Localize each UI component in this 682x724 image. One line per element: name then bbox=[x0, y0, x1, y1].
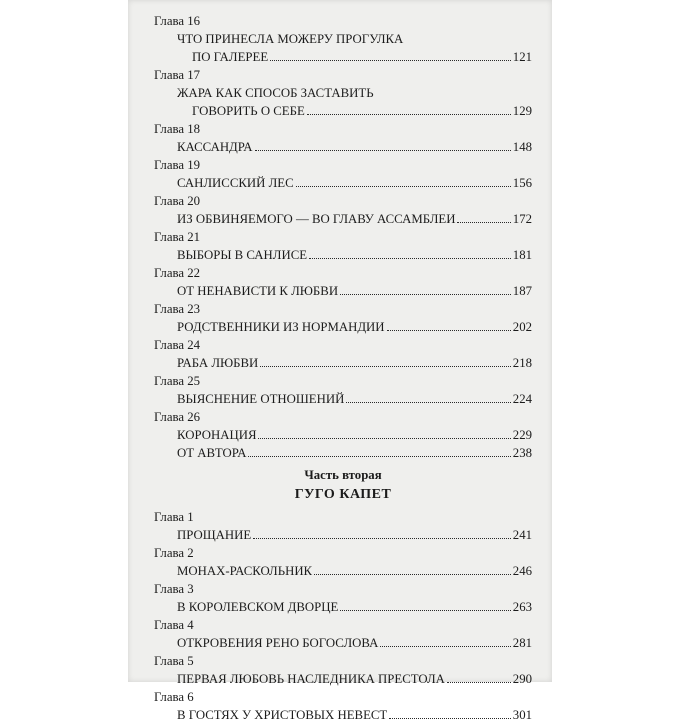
dot-leader bbox=[389, 718, 511, 719]
toc-entry bbox=[154, 372, 532, 408]
dot-leader bbox=[457, 222, 510, 223]
table-of-contents bbox=[154, 12, 532, 724]
chapter-title: ИЗ ОБВИНЯЕМОГО — ВО ГЛАВУ АССАМБЛЕИ bbox=[177, 212, 456, 226]
chapter-title: ЖАРА КАК СПОСОБ ЗАСТАВИТЬ bbox=[177, 86, 374, 100]
toc-entry bbox=[154, 408, 532, 444]
chapter-title-line bbox=[154, 138, 532, 156]
chapter-title: В КОРОЛЕВСКОМ ДВОРЦЕ bbox=[177, 600, 339, 614]
toc-entry bbox=[154, 12, 532, 66]
page-number: 263 bbox=[512, 600, 532, 614]
chapter-title: ВЫЯСНЕНИЕ ОТНОШЕНИЙ bbox=[177, 392, 345, 406]
chapter-title-line bbox=[154, 318, 532, 336]
chapter-title: ОТ НЕНАВИСТИ К ЛЮБВИ bbox=[177, 284, 339, 298]
page-number: 224 bbox=[512, 392, 532, 406]
chapter-title-line bbox=[154, 48, 532, 66]
chapter-title-line bbox=[154, 210, 532, 228]
toc-entry bbox=[154, 192, 532, 228]
chapter-title-line bbox=[154, 670, 532, 688]
chapter-label: Глава 5 bbox=[154, 654, 194, 668]
page-number: 202 bbox=[512, 320, 532, 334]
chapter-label: Глава 25 bbox=[154, 374, 201, 388]
chapter-title: РОДСТВЕННИКИ ИЗ НОРМАНДИИ bbox=[177, 320, 385, 334]
dot-leader bbox=[314, 574, 511, 575]
chapter-label: Глава 1 bbox=[154, 510, 194, 524]
toc-entry bbox=[154, 652, 532, 688]
chapter-title-line bbox=[154, 390, 532, 408]
dot-leader bbox=[253, 538, 511, 539]
page-number: 290 bbox=[512, 672, 532, 686]
dot-leader bbox=[340, 610, 510, 611]
chapter-label: Глава 19 bbox=[154, 158, 201, 172]
page-number: 129 bbox=[512, 104, 532, 118]
toc-entry bbox=[154, 156, 532, 192]
toc-entry bbox=[154, 508, 532, 544]
dot-leader bbox=[380, 646, 510, 647]
dot-leader bbox=[307, 114, 511, 115]
chapter-label: Глава 26 bbox=[154, 410, 201, 424]
page-number: 187 bbox=[512, 284, 532, 298]
chapter-title-line bbox=[154, 30, 532, 48]
chapter-label: Глава 24 bbox=[154, 338, 201, 352]
author-note-line bbox=[154, 444, 532, 462]
chapter-title-line bbox=[154, 562, 532, 580]
chapter-title-line bbox=[154, 174, 532, 192]
chapter-title-line bbox=[154, 84, 532, 102]
chapter-label: Глава 20 bbox=[154, 194, 201, 208]
chapter-title: КАССАНДРА bbox=[177, 140, 253, 154]
chapter-label: Глава 3 bbox=[154, 582, 194, 596]
chapter-title: В ГОСТЯХ У ХРИСТОВЫХ НЕВЕСТ bbox=[177, 708, 388, 722]
dot-leader bbox=[346, 402, 510, 403]
book-page bbox=[128, 0, 552, 722]
chapter-title-line bbox=[154, 706, 532, 724]
chapter-label: Глава 4 bbox=[154, 618, 194, 632]
page-number: 148 bbox=[512, 140, 532, 154]
dot-leader bbox=[270, 60, 511, 61]
toc-entry-author-note bbox=[154, 444, 532, 462]
chapter-label: Глава 2 bbox=[154, 546, 194, 560]
chapter-title-line bbox=[154, 246, 532, 264]
chapter-title: ОТКРОВЕНИЯ РЕНО БОГОСЛОВА bbox=[177, 636, 379, 650]
page-number: 241 bbox=[512, 528, 532, 542]
toc-entry bbox=[154, 336, 532, 372]
page-number: 229 bbox=[512, 428, 532, 442]
chapter-label: Глава 21 bbox=[154, 230, 201, 244]
chapter-title-line bbox=[154, 634, 532, 652]
chapter-label: Глава 22 bbox=[154, 266, 201, 280]
page-number: 121 bbox=[512, 50, 532, 64]
dot-leader bbox=[309, 258, 511, 259]
part-title: ГУГО КАПЕТ bbox=[294, 487, 392, 502]
toc-entry bbox=[154, 580, 532, 616]
toc-entry bbox=[154, 66, 532, 120]
chapter-title: ПЕРВАЯ ЛЮБОВЬ НАСЛЕДНИКА ПРЕСТОЛА bbox=[177, 672, 445, 686]
chapter-title-line bbox=[154, 526, 532, 544]
dot-leader bbox=[447, 682, 511, 683]
page-number: 172 bbox=[512, 212, 532, 226]
dot-leader bbox=[248, 456, 510, 457]
toc-entry bbox=[154, 688, 532, 724]
chapter-title: ПО ГАЛЕРЕЕ bbox=[192, 50, 269, 64]
chapter-label: Глава 18 bbox=[154, 122, 201, 136]
chapter-title-line bbox=[154, 426, 532, 444]
chapter-label: Глава 6 bbox=[154, 690, 194, 704]
page-number: 301 bbox=[512, 708, 532, 722]
dot-leader bbox=[260, 366, 510, 367]
chapter-label: Глава 17 bbox=[154, 68, 201, 82]
dot-leader bbox=[296, 186, 511, 187]
chapter-title-line bbox=[154, 354, 532, 372]
toc-entry bbox=[154, 300, 532, 336]
dot-leader bbox=[255, 150, 511, 151]
page-number: 238 bbox=[512, 446, 532, 460]
chapter-title-line bbox=[154, 598, 532, 616]
page-number: 156 bbox=[512, 176, 532, 190]
part-heading bbox=[154, 466, 532, 508]
chapter-title: РАБА ЛЮБВИ bbox=[177, 356, 259, 370]
chapter-title: ЧТО ПРИНЕСЛА МОЖЕРУ ПРОГУЛКА bbox=[177, 32, 404, 46]
chapter-title-line bbox=[154, 102, 532, 120]
page-number: 246 bbox=[512, 564, 532, 578]
chapter-title: ГОВОРИТЬ О СЕБЕ bbox=[192, 104, 305, 118]
chapter-title-line bbox=[154, 282, 532, 300]
page-number: 218 bbox=[512, 356, 532, 370]
chapter-title: САНЛИССКИЙ ЛЕС bbox=[177, 176, 294, 190]
toc-entry bbox=[154, 264, 532, 300]
dot-leader bbox=[387, 330, 511, 331]
chapter-title: ПРОЩАНИЕ bbox=[177, 528, 252, 542]
toc-entry bbox=[154, 616, 532, 652]
dot-leader bbox=[258, 438, 510, 439]
toc-entry bbox=[154, 120, 532, 156]
toc-entry bbox=[154, 228, 532, 264]
part-label: Часть вторая bbox=[304, 468, 382, 482]
toc-entry bbox=[154, 544, 532, 580]
page-number: 181 bbox=[512, 248, 532, 262]
chapter-label: Глава 16 bbox=[154, 14, 201, 28]
chapter-title: КОРОНАЦИЯ bbox=[177, 428, 257, 442]
author-note-title: ОТ АВТОРА bbox=[177, 446, 247, 460]
dot-leader bbox=[340, 294, 511, 295]
chapter-title: МОНАХ-РАСКОЛЬНИК bbox=[177, 564, 313, 578]
chapter-label: Глава 23 bbox=[154, 302, 201, 316]
chapter-title: ВЫБОРЫ В САНЛИСЕ bbox=[177, 248, 308, 262]
page-number: 281 bbox=[512, 636, 532, 650]
